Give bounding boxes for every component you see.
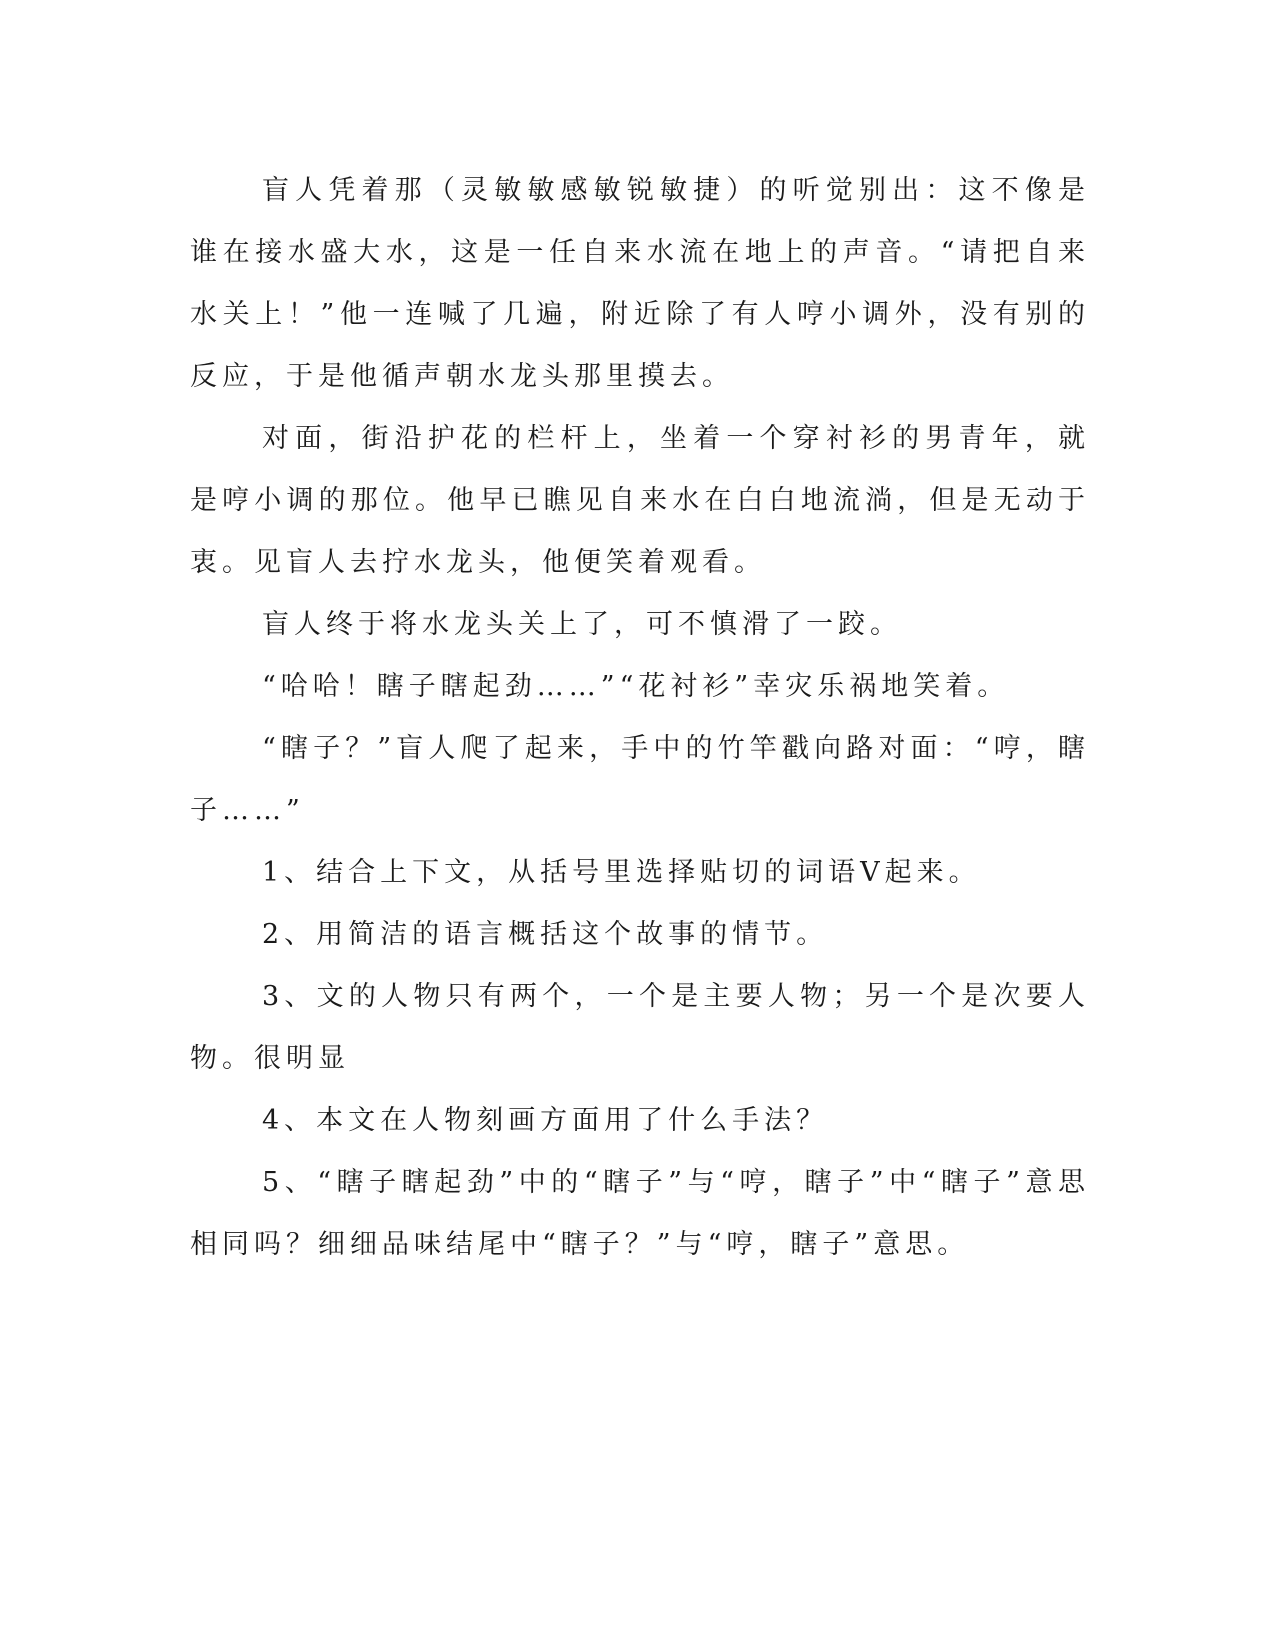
document-body (190, 160, 1090, 1276)
question-5: 5、“瞎子瞎起劲”中的“瞎子”与“哼，瞎子”中“瞎子”意思相同吗？细细品味结尾中“瞎子？”与“哼，瞎子”意思。 (190, 1167, 1090, 1260)
question-3: 3、文的人物只有两个，一个是主要人物；另一个是次要人物。很明显 (190, 981, 1090, 1074)
question-2: 2、用简洁的语言概括这个故事的情节。 (262, 919, 829, 950)
story-paragraph-5: “瞎子？”盲人爬了起来，手中的竹竿戳向路对面：“哼，瞎子……” (190, 733, 1090, 826)
story-paragraph-4: “哈哈！瞎子瞎起劲……”“花衬衫”幸灾乐祸地笑着。 (262, 671, 1010, 702)
story-paragraph-3: 盲人终于将水龙头关上了，可不慎滑了一跤。 (262, 609, 902, 640)
question-1: 1、结合上下文，从括号里选择贴切的词语V起来。 (262, 857, 981, 888)
story-paragraph-1: 盲人凭着那（灵敏敏感敏锐敏捷）的听觉别出：这不像是谁在接水盛大水，这是一任自来水流在地上的声音。“请把自来水关上！”他一连喊了几遍，附近除了有人哼小调外，没有别的反应，于是他循声朝水龙头那里摸去。 (190, 175, 1090, 392)
story-paragraph-2: 对面，街沿护花的栏杆上，坐着一个穿衬衫的男青年，就是哼小调的那位。他早已瞧见自来水在白白地流淌，但是无动于衷。见盲人去拧水龙头，他便笑着观看。 (190, 423, 1090, 578)
question-4: 4、本文在人物刻画方面用了什么手法？ (262, 1105, 829, 1136)
